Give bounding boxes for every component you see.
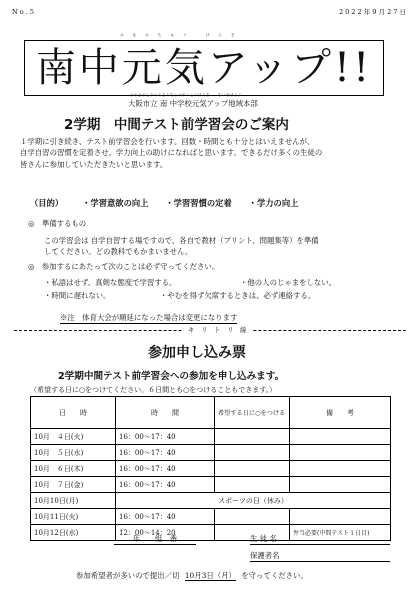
- row-date: 10月 ６日(木): [31, 461, 116, 477]
- intro-line: １学期に引き続き、テスト前学習会を行います。回数・時間とも十分とはいえませんが、: [20, 137, 315, 146]
- prep-text: [44, 235, 414, 258]
- attend-mark-cell[interactable]: [215, 461, 290, 477]
- table-row: [31, 461, 391, 477]
- attend-mark-cell[interactable]: [215, 429, 290, 445]
- intro-line: 自学自習の習慣を定着させ、学力向上の助けになればと思います。できるだけ多くの生徒の: [20, 148, 323, 158]
- org-ruby: おおさかしりつみなみちゅうがっこうげんき ちいきほんぶ: [130, 93, 242, 97]
- header-note: 備 考: [290, 397, 391, 429]
- row-note: [290, 509, 391, 525]
- rule-item: ・他の人のじゃまをしない。: [240, 278, 337, 287]
- student-name-field[interactable]: 生 徒 名: [250, 533, 390, 545]
- caution-note: ※注 体育大会が順延になった場合は変更になります: [60, 312, 237, 324]
- header-date: 日 時: [31, 397, 116, 429]
- attend-mark-cell[interactable]: [215, 509, 290, 525]
- row-date: 10月 ５日(水): [31, 445, 116, 461]
- purpose-item: ・学習習慣の定着: [165, 198, 232, 208]
- holiday-cell: スポーツの日（休み）: [116, 493, 391, 509]
- prep-line: してください。どの教科でもかまいません。: [44, 247, 193, 257]
- cut-line-label: キ リ ト リ 線: [182, 325, 253, 334]
- deadline-suffix: を守ってください。: [241, 571, 308, 580]
- row-date: 10月 ４日(火): [31, 429, 116, 445]
- header-mark: 希望する日に○をつける: [215, 397, 290, 429]
- title-box: [24, 40, 384, 96]
- issue-number: N o . 5: [12, 8, 35, 16]
- title-ruby: みなみちゅう げんき: [120, 33, 244, 37]
- attend-mark-cell[interactable]: [215, 445, 290, 461]
- row-date: 10月 ７日(金): [31, 477, 116, 493]
- rules-row: [44, 277, 414, 288]
- deadline-line: [76, 570, 308, 581]
- prep-line: この学習会は 自学自習する場ですので、各自で教材（プリント、問題集等）を準備: [44, 236, 319, 245]
- schedule-table: [30, 396, 391, 541]
- form-subtitle: 2学期中間テスト前学習会への参加を申し込みます。: [58, 371, 285, 382]
- row-date: 10月12日(水): [31, 525, 116, 541]
- row-note: [290, 477, 391, 493]
- rule-item: ・私語はせず、真剣な態度で学習する。: [44, 278, 177, 287]
- row-time: 16：00～17：40: [116, 429, 215, 445]
- org-name: 大阪市立 南 中学校元気アップ地域本部: [128, 99, 258, 108]
- intro-line: 皆さんに参加していただきたいと思います。: [20, 159, 168, 169]
- attend-mark-cell[interactable]: [215, 477, 290, 493]
- row-note: [290, 461, 391, 477]
- table-row: [31, 493, 391, 509]
- newsletter-title: 南中元気アップ!!: [35, 45, 373, 91]
- guardian-name-field[interactable]: 保護者名: [250, 550, 390, 562]
- row-time: 16：00～17：40: [116, 477, 215, 493]
- table-row: [31, 445, 391, 461]
- rule-item: ・時間に遅れない。: [44, 291, 111, 301]
- intro-paragraph: [20, 136, 410, 170]
- deadline-date: 10月3日（月）: [184, 571, 236, 580]
- notice-heading: 2学期 中間テスト前学習会のご案内: [64, 117, 289, 133]
- prep-title: ◎ 準備するもの: [28, 219, 87, 228]
- rules-list: [44, 277, 414, 302]
- rule-item: ・やむを得ず欠席するときは、必ず連絡する。: [160, 291, 316, 301]
- purpose-label: （目的）: [30, 198, 64, 208]
- grade-class-field[interactable]: 年 組 番: [114, 533, 196, 545]
- row-note: [290, 445, 391, 461]
- rules-row: [44, 290, 414, 301]
- row-date: 10月11日(火): [31, 509, 116, 525]
- purpose-item: ・学力の向上: [248, 198, 299, 208]
- table-row: [31, 509, 391, 525]
- row-time: 16：00～17：40: [116, 461, 215, 477]
- row-time: 16：00～17：40: [116, 445, 215, 461]
- purpose-row: [30, 197, 298, 209]
- table-row: [31, 477, 391, 493]
- table-header-row: [31, 397, 391, 429]
- deadline-note: 参加希望者が多いので提出／切: [76, 571, 180, 580]
- header-time: 時 間: [116, 397, 215, 429]
- purpose-item: ・学習意欲の向上: [82, 198, 149, 208]
- row-date: 10月10日(月): [31, 493, 116, 509]
- row-time: 12：00～14：20: [116, 525, 215, 541]
- rules-title: ◎ 参加するにあたって次のことは必ず守ってください。: [28, 262, 220, 271]
- form-instruction: （希望する日に○をつけてください。６日間とも○をつけることもできます。）: [30, 386, 277, 394]
- form-title: 参加申し込み票: [148, 345, 246, 361]
- row-note: 弁当必要(中間テスト１日目): [290, 525, 391, 541]
- row-time: 16：00～17：40: [116, 509, 215, 525]
- issue-date: 2 0 2 2 年 9 月 2 7 日: [338, 8, 406, 16]
- table-row: [31, 429, 391, 445]
- row-note: [290, 429, 391, 445]
